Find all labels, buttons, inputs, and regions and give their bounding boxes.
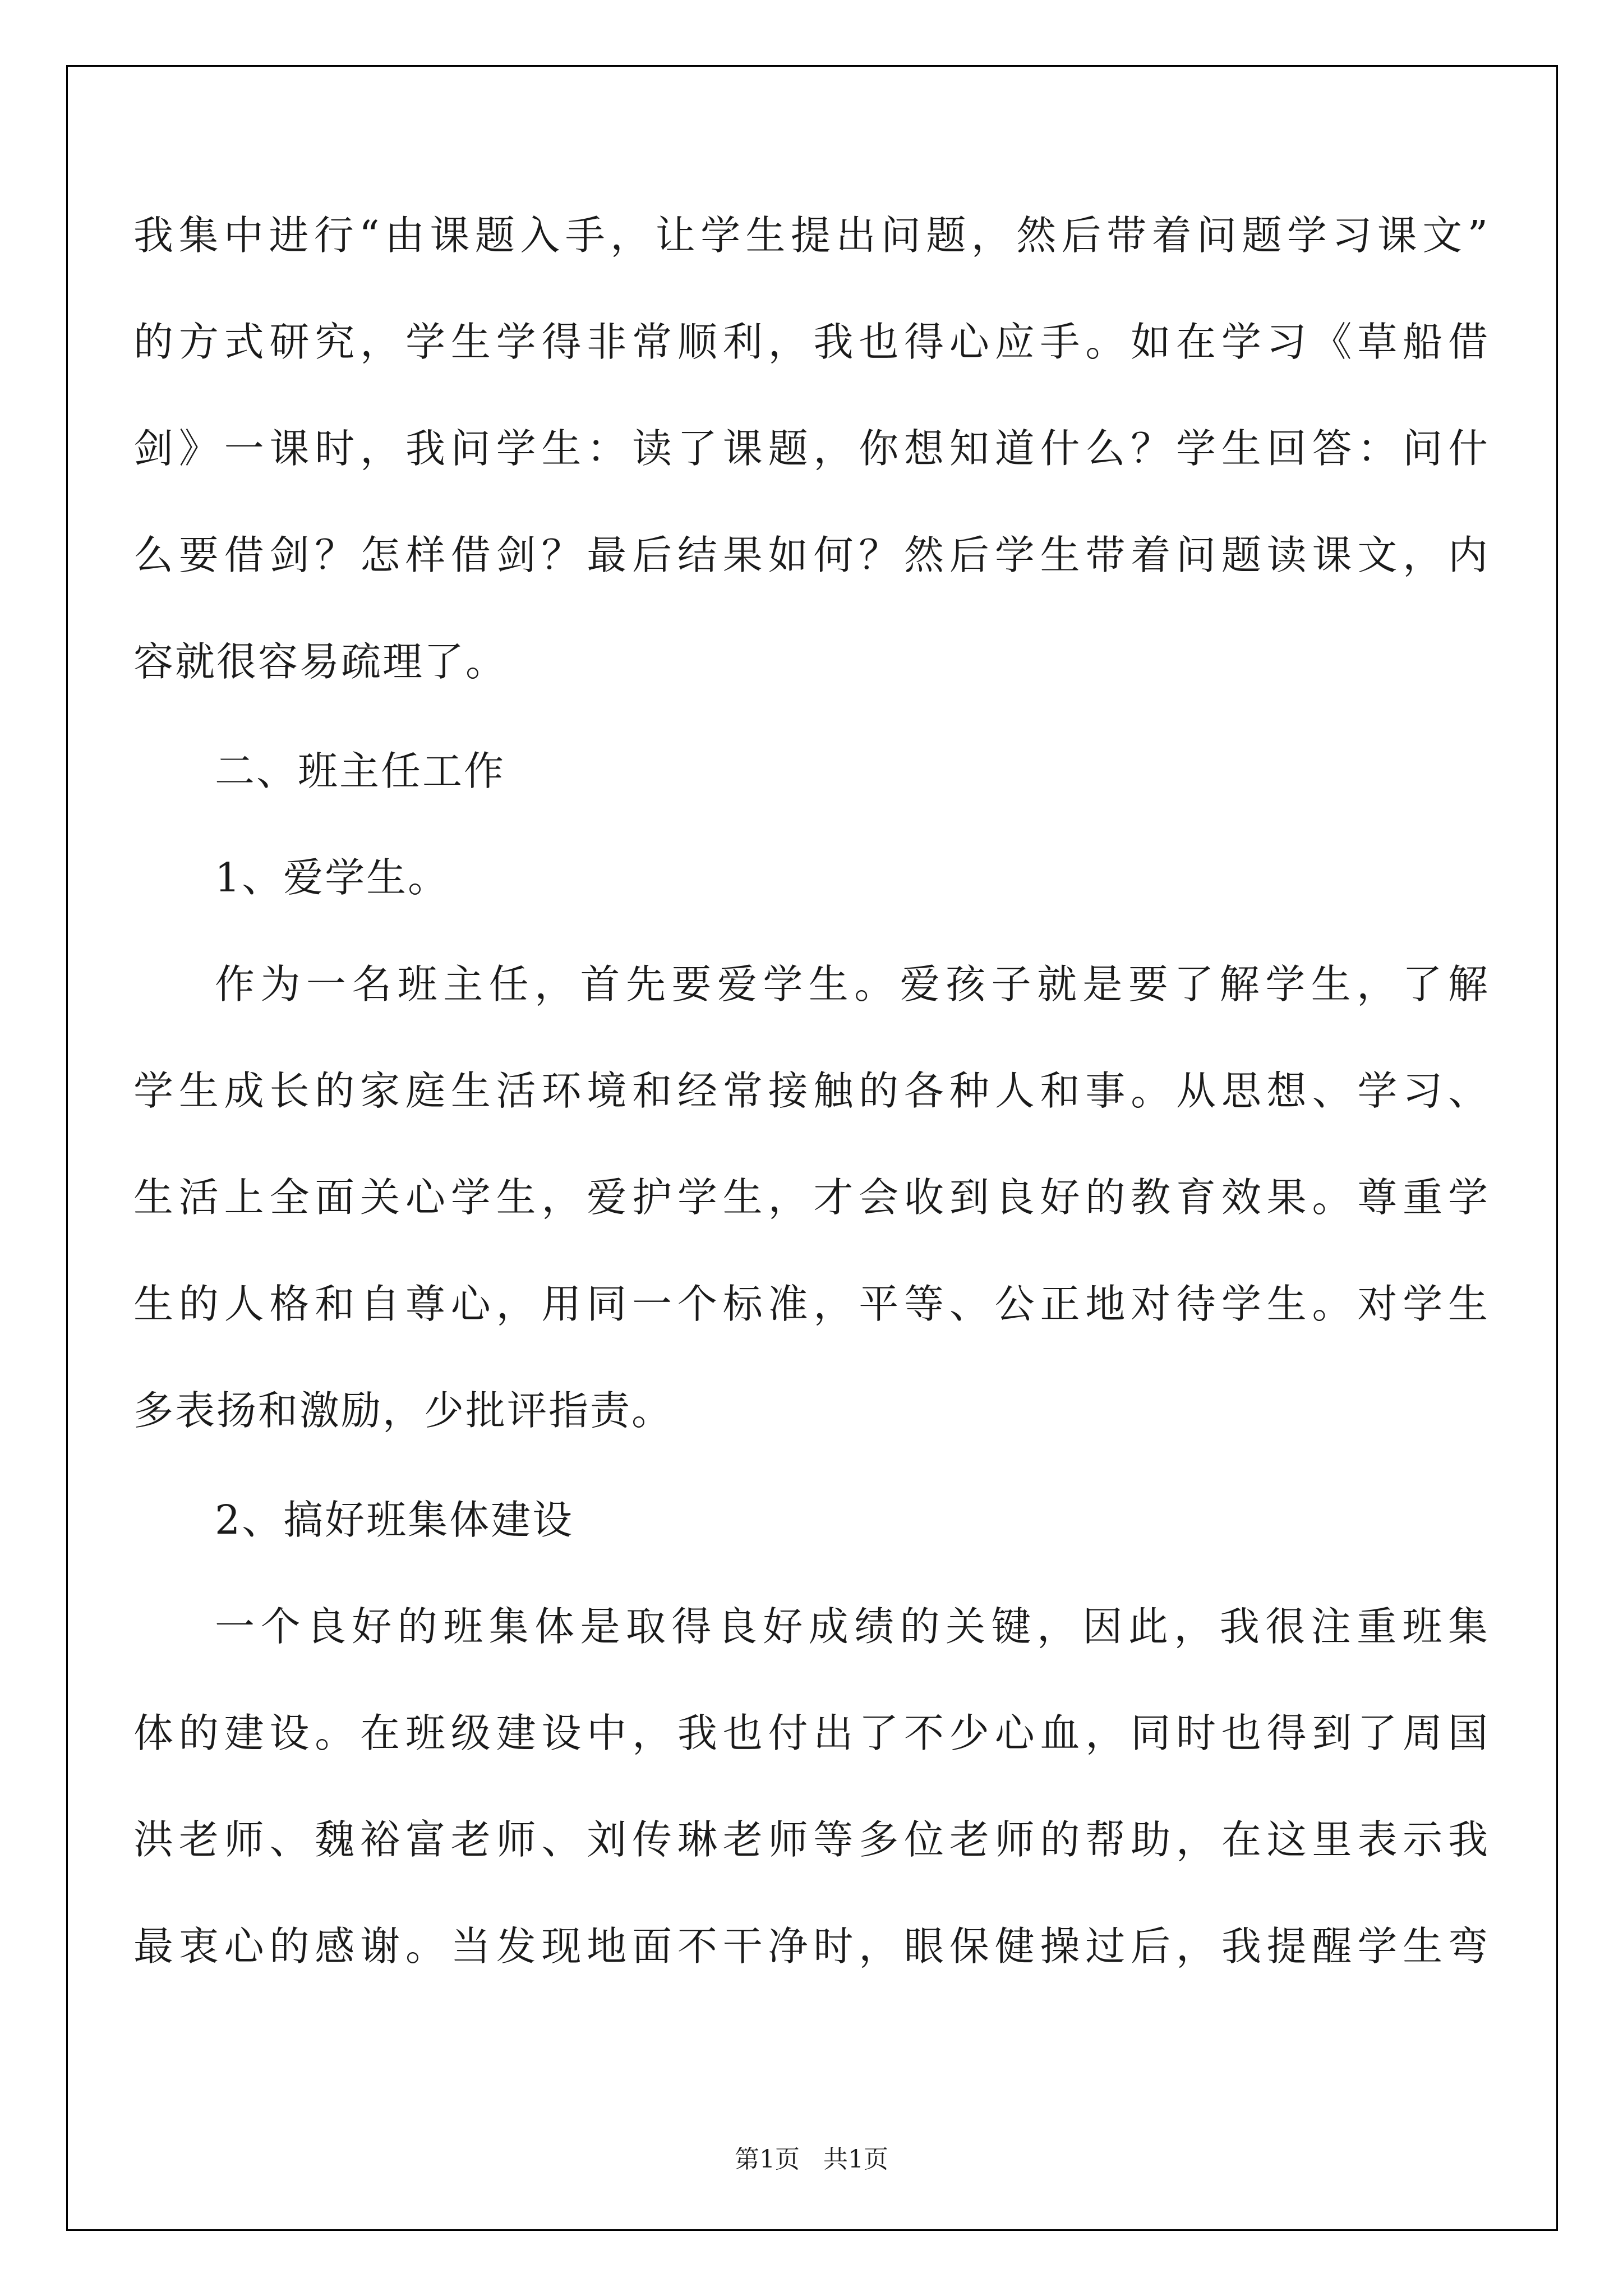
body-line: 多表扬和激励，少批评指责。 xyxy=(133,1387,674,1434)
body-line: 容就很容易疏理了。 xyxy=(133,638,508,685)
body-line: 剑》一课时，我问学生：读了课题，你想知道什么？学生回答：问什 xyxy=(133,425,1490,472)
subsection-heading: 2、搞好班集体建设 xyxy=(215,1497,574,1543)
body-line: 学生成长的家庭生活环境和经常接触的各种人和事。从思想、学习、 xyxy=(133,1068,1490,1114)
page-border xyxy=(66,65,1558,2231)
page-number-footer: 第1页 共1页 xyxy=(735,2145,888,2174)
body-line: 洪老师、魏裕富老师、刘传琳老师等多位老师的帮助，在这里表示我 xyxy=(133,1816,1490,1863)
body-line: 我集中进行“由课题入手，让学生提出问题，然后带着问题学习课文” xyxy=(133,212,1490,259)
body-line: 一个良好的班集体是取得良好成绩的关键，因此，我很注重班集 xyxy=(215,1603,1490,1650)
body-line: 的方式研究，学生学得非常顺利，我也得心应手。如在学习《草船借 xyxy=(133,319,1490,365)
body-line: 最衷心的感谢。当发现地面不干净时，眼保健操过后，我提醒学生弯 xyxy=(133,1923,1490,1970)
body-line: 么要借剑？怎样借剑？最后结果如何？然后学生带着问题读课文，内 xyxy=(133,532,1490,578)
body-line: 体的建设。在班级建设中，我也付出了不少心血，同时也得到了周国 xyxy=(133,1710,1490,1756)
body-line: 作为一名班主任，首先要爱学生。爱孩子就是要了解学生，了解 xyxy=(215,961,1490,1007)
body-line: 生的人格和自尊心，用同一个标准，平等、公正地对待学生。对学生 xyxy=(133,1281,1490,1327)
subsection-heading: 1、爱学生。 xyxy=(215,854,450,901)
body-line: 生活上全面关心学生，爱护学生，才会收到良好的教育效果。尊重学 xyxy=(133,1174,1490,1221)
section-heading: 二、班主任工作 xyxy=(215,748,506,794)
